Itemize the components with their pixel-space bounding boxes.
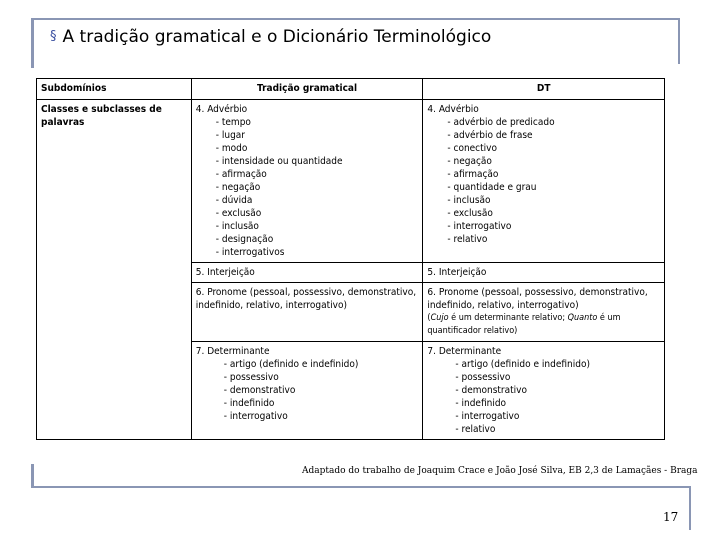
source-credit: Adaptado do trabalho de Joaquim Crace e João José Silva, EB 2,3 de Lamaçães - Braga xyxy=(302,466,698,476)
tg-determinante-list xyxy=(196,358,419,423)
title-text: A tradição gramatical e o Dicionário Terminológico xyxy=(62,27,492,47)
note-quanto-rest: é um quantificador relativo) xyxy=(427,313,621,336)
note-open: ( xyxy=(427,313,431,323)
title-bullet: § xyxy=(50,29,57,44)
tg-adverbio-heading: 4. Advérbio xyxy=(195,104,248,115)
table-row xyxy=(37,100,665,263)
footer-frame-right xyxy=(689,486,691,530)
header-traditional: Tradição gramatical xyxy=(191,79,423,100)
list-item: - inclusão xyxy=(447,195,491,206)
footer-frame-left xyxy=(31,464,34,488)
list-item: - afirmação xyxy=(215,169,267,180)
note-cujo: Cujo xyxy=(430,313,449,323)
tg-pronome-cell: 6. Pronome (pessoal, possessivo, demonstrativo, indefinido, relativo, interrogativo) xyxy=(191,283,423,342)
list-item: - demonstrativo xyxy=(455,385,527,396)
list-item: - possessivo xyxy=(455,372,511,383)
list-item: - quantidade e grau xyxy=(447,182,537,193)
list-item: - negação xyxy=(215,182,261,193)
list-item: - relativo xyxy=(447,234,488,245)
list-item: - conectivo xyxy=(447,143,497,154)
list-item: - intensidade ou quantidade xyxy=(215,156,343,167)
list-item: - indefinido xyxy=(223,398,275,409)
list-item: - exclusão xyxy=(447,208,493,219)
dt-adverbio-cell xyxy=(423,100,665,263)
dt-interjeicao-cell: 5. Interjeição xyxy=(423,263,665,283)
note-quanto: Quanto xyxy=(567,313,598,323)
page-number: 17 xyxy=(663,510,679,524)
note-sep: ; xyxy=(562,313,568,323)
slide-title xyxy=(50,27,491,47)
dt-pronome-cell xyxy=(423,283,665,342)
list-item: - possessivo xyxy=(223,372,279,383)
footer-rule xyxy=(33,486,689,488)
list-item: - relativo xyxy=(455,424,496,435)
tg-determinante-heading: 7. Determinante xyxy=(195,346,270,357)
tg-adverbio-list xyxy=(196,116,419,259)
comparison-table xyxy=(36,78,665,440)
list-item: - designação xyxy=(215,234,274,245)
list-item: - interrogativo xyxy=(447,221,512,232)
list-item: - demonstrativo xyxy=(223,385,296,396)
dt-adverbio-heading: 4. Advérbio xyxy=(427,104,479,115)
list-item: - exclusão xyxy=(215,208,262,219)
list-item: - artigo (definido e indefinido) xyxy=(223,359,359,370)
tg-determinante-cell xyxy=(191,342,423,440)
subdomain-cell: Classes e subclasses de palavras xyxy=(37,100,192,440)
tg-adverbio-cell xyxy=(191,100,423,263)
header-row xyxy=(37,79,665,100)
list-item: - interrogativo xyxy=(223,411,288,422)
dt-determinante-list xyxy=(427,358,660,436)
header-subdomains: Subdomínios xyxy=(37,79,192,100)
list-item: - afirmação xyxy=(447,169,499,180)
list-item: - inclusão xyxy=(215,221,259,232)
list-item: - indefinido xyxy=(455,398,507,409)
note-cujo-rest: é um determinante relativo xyxy=(448,313,563,323)
list-item: - dúvida xyxy=(215,195,253,206)
dt-adverbio-list xyxy=(427,116,660,246)
list-item: - interrogativo xyxy=(455,411,520,422)
list-item: - negação xyxy=(447,156,492,167)
dt-pronome-note xyxy=(427,312,660,338)
list-item: - tempo xyxy=(215,117,251,128)
list-item: - advérbio de frase xyxy=(447,130,533,141)
dt-determinante-heading: 7. Determinante xyxy=(427,346,502,357)
dt-determinante-cell xyxy=(423,342,665,440)
list-item: - advérbio de predicado xyxy=(447,117,555,128)
list-item: - artigo (definido e indefinido) xyxy=(455,359,590,370)
list-item: - interrogativos xyxy=(215,247,285,258)
header-dt: DT xyxy=(423,79,665,100)
list-item: - modo xyxy=(215,143,248,154)
list-item: - lugar xyxy=(215,130,245,141)
dt-pronome-text: 6. Pronome (pessoal, possessivo, demonstrativo, indefinido, relativo, interrogativo) xyxy=(427,287,648,311)
tg-interjeicao-cell: 5. Interjeição xyxy=(191,263,423,283)
